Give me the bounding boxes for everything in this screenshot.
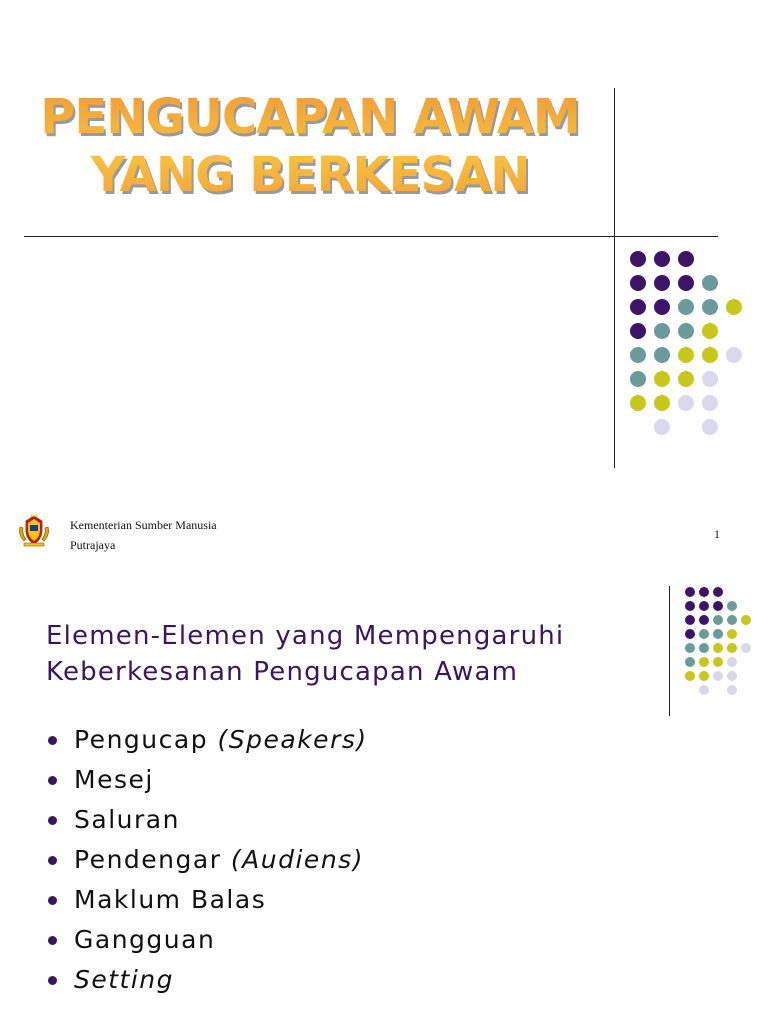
decorative-dot <box>702 275 718 291</box>
footer-organization <box>70 515 217 555</box>
decorative-dot <box>654 251 670 267</box>
decorative-dot <box>699 643 709 653</box>
decorative-dot <box>630 347 646 363</box>
decorative-dot <box>630 371 646 387</box>
decorative-dot <box>678 323 694 339</box>
decorative-dot <box>713 657 723 667</box>
bullet-icon <box>48 936 57 945</box>
bullet-icon <box>48 736 57 745</box>
heading-line-2: Keberkesanan Pengucapan Awam <box>46 657 519 687</box>
content-slide <box>0 580 768 1024</box>
decorative-dot <box>678 275 694 291</box>
bullet-list <box>46 720 368 1000</box>
title-line-2: YANG BERKESAN <box>90 147 530 203</box>
decorative-dot <box>678 395 694 411</box>
decorative-dot <box>702 419 718 435</box>
decorative-dot <box>685 601 695 611</box>
decorative-dot <box>713 643 723 653</box>
decorative-dot <box>741 643 751 653</box>
decorative-dot <box>702 323 718 339</box>
decorative-dot <box>702 371 718 387</box>
slide-heading <box>46 618 646 690</box>
decorative-dot <box>630 395 646 411</box>
list-item: Saluran <box>46 800 368 840</box>
decorative-dot <box>685 671 695 681</box>
decorative-dot <box>654 395 670 411</box>
decorative-dot <box>630 323 646 339</box>
decorative-dot <box>685 615 695 625</box>
decorative-dot <box>685 587 695 597</box>
bullet-icon <box>48 856 57 865</box>
list-item: Setting <box>46 960 368 1000</box>
list-item: Mesej <box>46 760 368 800</box>
decorative-dot <box>702 347 718 363</box>
decorative-dot <box>630 275 646 291</box>
decorative-dot <box>654 275 670 291</box>
list-item: Pengucap (Speakers) <box>46 720 368 760</box>
list-item: Gangguan <box>46 920 368 960</box>
slide-footer <box>0 505 768 555</box>
decorative-dot <box>727 615 737 625</box>
title-slide <box>0 0 768 500</box>
decorative-dot <box>685 629 695 639</box>
title-line-1: PENGUCAPAN AWAM <box>40 89 580 145</box>
decorative-dot <box>726 347 742 363</box>
decorative-dot <box>727 601 737 611</box>
decorative-dot <box>630 251 646 267</box>
bullet-icon <box>48 776 57 785</box>
list-item: Maklum Balas <box>46 880 368 920</box>
decorative-dot <box>654 371 670 387</box>
list-item: Pendengar (Audiens) <box>46 840 368 880</box>
decorative-dot <box>678 299 694 315</box>
decorative-dot <box>741 615 751 625</box>
decorative-dot <box>699 671 709 681</box>
coat-of-arms-icon <box>16 513 52 549</box>
bullet-icon <box>48 896 57 905</box>
bullet-icon <box>48 976 57 985</box>
decorative-dot <box>699 629 709 639</box>
decorative-dot <box>654 299 670 315</box>
heading-line-1: Elemen-Elemen yang Mempengaruhi <box>46 621 565 651</box>
decorative-dot <box>678 347 694 363</box>
decorative-dot <box>654 323 670 339</box>
decorative-dot <box>727 643 737 653</box>
decorative-dot <box>678 251 694 267</box>
decorative-dot <box>699 685 709 695</box>
decorative-dot <box>685 643 695 653</box>
decorative-dot <box>685 657 695 667</box>
decorative-dot <box>699 657 709 667</box>
decorative-dot <box>713 615 723 625</box>
decorative-dot <box>727 685 737 695</box>
footer-org-location: Putrajaya <box>70 538 116 552</box>
decorative-dot <box>726 299 742 315</box>
decorative-dot <box>713 601 723 611</box>
decorative-dot <box>654 419 670 435</box>
decorative-dot-grid <box>0 0 768 500</box>
decorative-dot <box>702 395 718 411</box>
decorative-dot <box>654 347 670 363</box>
footer-org-name: Kementerian Sumber Manusia <box>70 518 217 532</box>
decorative-dot <box>727 657 737 667</box>
decorative-dot <box>727 629 737 639</box>
decorative-dot <box>713 629 723 639</box>
decorative-dot <box>678 371 694 387</box>
decorative-dot <box>699 587 709 597</box>
page-number: 1 <box>714 527 720 541</box>
decorative-dot <box>727 671 737 681</box>
decorative-dot <box>702 299 718 315</box>
decorative-dot <box>713 671 723 681</box>
decorative-dot <box>699 615 709 625</box>
decorative-dot <box>699 601 709 611</box>
decorative-dot <box>630 299 646 315</box>
bullet-icon <box>48 816 57 825</box>
decorative-dot <box>713 587 723 597</box>
